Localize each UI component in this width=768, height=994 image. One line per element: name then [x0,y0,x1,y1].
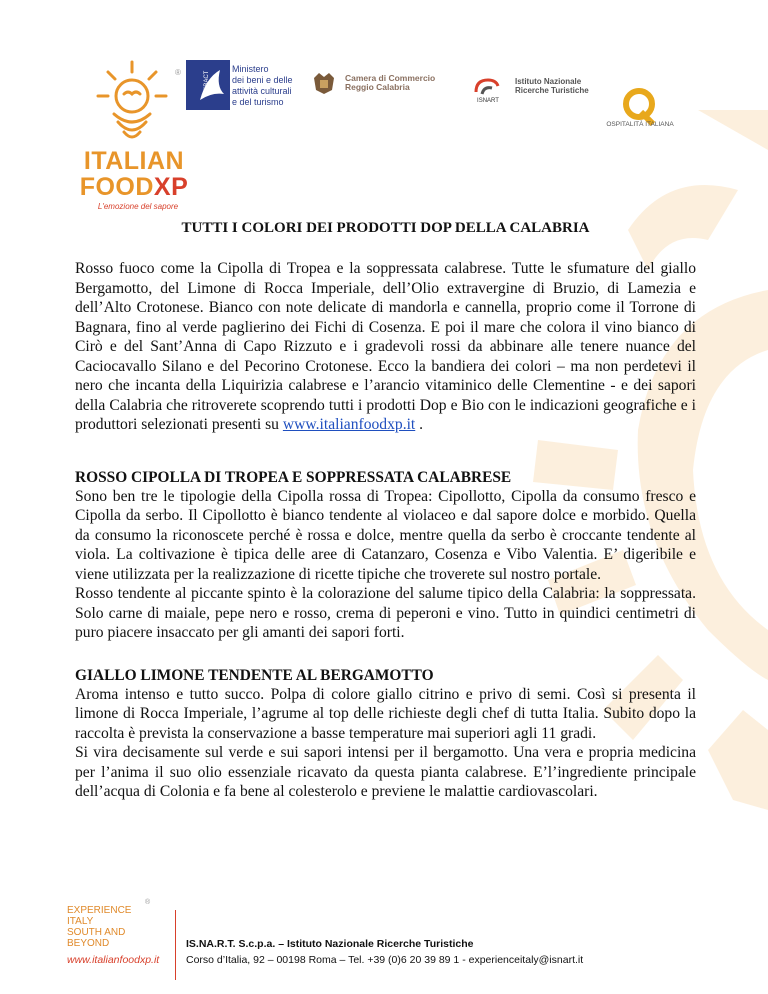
footer-registered-mark: ® [145,899,151,906]
inrt-line: Ricerche Turistiche [515,86,589,95]
sun-face-emblem-icon [94,58,170,146]
inrt-name [515,77,589,95]
section-rosso-paragraph-2: Rosso tendente al piccante spinto è la colorazione del salume tipico della Calabria: la soppressata. Solo carne di maiale, pepe nero e rosso, crema di peperoni e vino. Tutto in quindici centimetri di puro piacere insaccato per gli amanti dei sapori forti. [75,585,696,641]
logo-word-xp: XP [153,173,189,201]
svg-text:MiBACT: MiBACT [204,70,210,93]
section-heading-giallo: GIALLO LIMONE TENDENTE AL BERGAMOTTO [75,666,434,684]
intro-end: . [415,416,424,433]
mibact-line: Ministero [232,64,269,74]
logo-wordmark [78,148,190,200]
italianfoodxp-link[interactable]: www.italianfoodxp.it [282,416,416,433]
mibact-logo [186,60,306,120]
logo-word-italian: ITALIAN [83,147,185,175]
quality-q-icon [619,86,659,126]
section-rosso-paragraph-1: Sono ben tre le tipologie della Cipolla rossa di Tropea: Cipollotto, Cipolla da consumo fresco e Cipolla da serbo. Il Cipollotto è bianco tendente al violaceo e dal sapore dolce e morbido. Quella da consumo la riconoscete perché è rossa e dolce, mentre quella da serbo è croccante tendente al viola. La coltivazione è tipica delle aree di Catanzaro, Cosenza e Vibo Valentia. E’ digeribile e viene utilizzata per la realizzazione di ricette tipiche che troverete sul nostro portale. [75,487,696,583]
experience-line: ITALY [67,916,94,927]
camera-commercio-name [345,74,435,92]
experience-line: EXPERIENCE [67,905,132,916]
experience-italy-logo [67,905,131,949]
section-heading-rosso: ROSSO CIPOLLA DI TROPEA E SOPPRESSATA CALABRESE [75,468,512,486]
camera-commercio-crest-icon [311,70,337,96]
mibact-text [232,64,293,108]
section-giallo-paragraph-2: Si vira decisamente sul verde e sui sapori intensi per il bergamotto. Una vera e propria medicina per l’anima il suo olio essenziale ricavato da questa pianta calabrese. E’l’ingrediente principale dell’acqua di Colonia e fa bene al colesterolo e previene le malattie cardiovascolari. [75,744,696,800]
experience-line: SOUTH AND [67,927,126,938]
mibact-line: attività culturali [232,86,292,96]
letterhead-footer [0,895,768,994]
document-body [75,220,696,802]
logo-word-food: FOOD [79,173,154,201]
footer-divider [175,910,176,980]
mibact-line: dei beni e delle [232,75,293,85]
logo-tagline: L'emozione del sapore [97,202,179,211]
mibact-line: e del turismo [232,97,284,107]
camera-line: Camera di Commercio [345,73,436,83]
document-title: TUTTI I COLORI DEI PRODOTTI DOP DELLA CALABRIA [181,220,590,236]
camera-line: Reggio Calabria [345,82,410,92]
ospitalita-label: OSPITALITÀ ITALIANA [606,121,674,128]
italian-food-xp-logo [78,58,198,211]
experience-line: BEYOND [67,938,110,949]
registered-mark: ® [175,68,181,77]
isnart-logo [470,76,510,110]
footer-company-name: IS.NA.R.T. S.c.p.a. – Istituto Nazionale Ricerche Turistiche [186,938,474,950]
mibact-mark-icon [186,60,230,110]
footer-website-link[interactable]: www.italianfoodxp.it [67,954,160,966]
intro-text: Rosso fuoco come la Cipolla di Tropea e la soppressata calabrese. Tutte le sfumature del giallo Bergamotto, del Limone di Rocca Imperiale, dell’Olio extravergine di Bruzio, di Lamezia e dell’Alto Crotonese. Bianco con note delicate di mandorla e cannella, proprio come il Torrone di Bagnara, fino al verde paglierino dei Fichi di Cosenza. E poi il mare che colora il vino bianco di Cirò e del Sant’Anna di Capo Rizzuto e i gradevoli rossi da abbinare alle tenere nuance del Caciocavallo Silano e del Pecorino Crotonese. Ecco la bandiera dei colori – ma non perdetevi il nero che incanta della Liquirizia calabrese e l’arancio vitaminico delle Clementine - e dei sapori della Calabria che ritroverete scoprendo tutti i prodotti Dop e Bio con le indicazioni geografiche e i produttori selezionati presenti su [75,260,696,433]
letterhead-header [0,0,768,215]
isnart-label: ISNART [477,98,499,104]
intro-paragraph [75,259,696,435]
inrt-line: Istituto Nazionale [515,77,582,86]
section-giallo-paragraph-1: Aroma intenso e tutto succo. Polpa di colore giallo citrino e privo di semi. Così si presenta il limone di Rocca Imperiale, l’agrume al top delle richieste degli chef di tutta Italia. Subito dopo la raccolta è prevista la conservazione a basse temperature mai superiori agli 11 gradi. [75,685,696,742]
logo-word-foodxp [78,174,190,200]
isnart-mark-icon [470,76,506,98]
footer-address: Corso d’Italia, 92 – 00198 Roma – Tel. +39 (0)6 20 39 89 1 - experienceitaly@isnart.it [186,954,584,966]
ospitalita-italiana-logo [597,86,687,136]
